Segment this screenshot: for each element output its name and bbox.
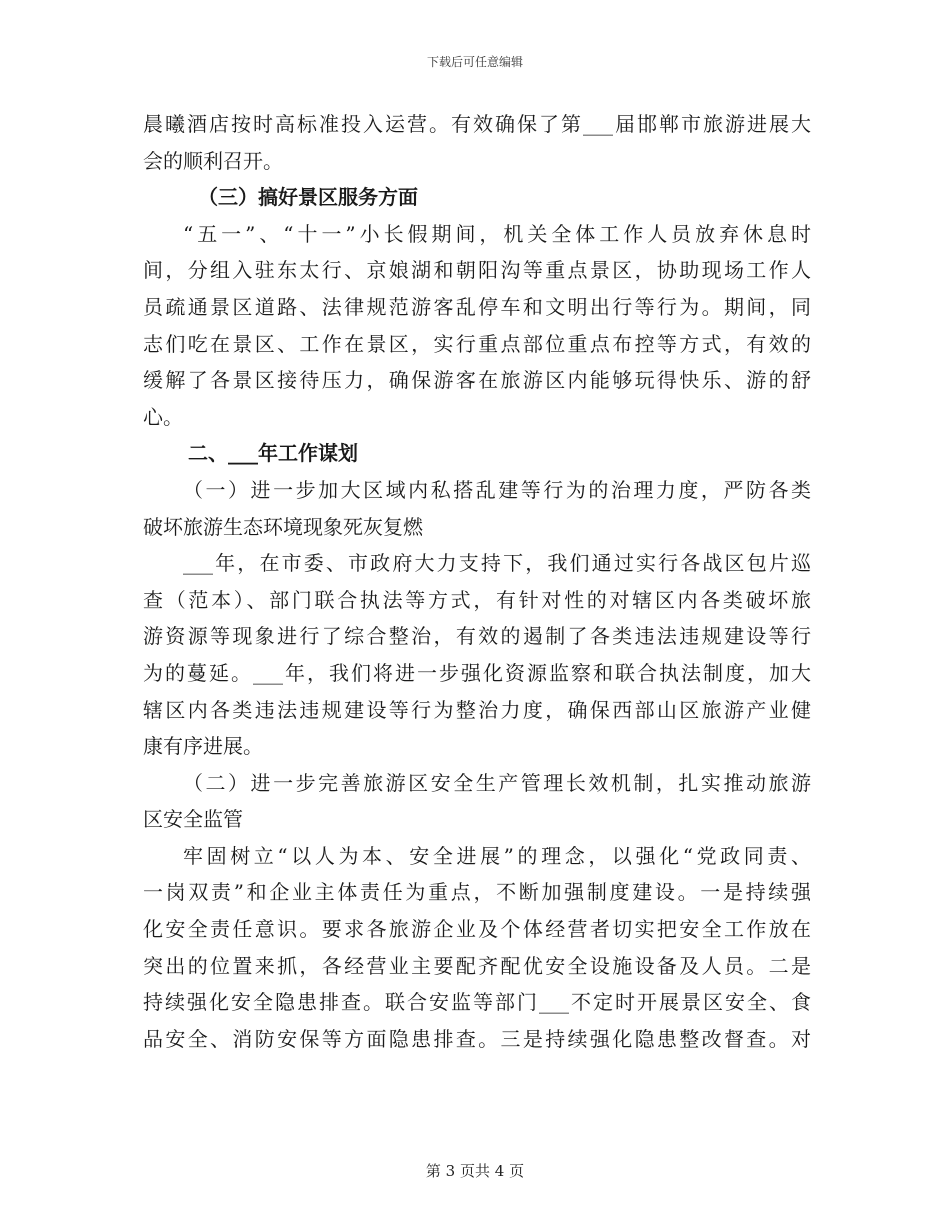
paragraph-line: 会的顺利召开。 bbox=[143, 148, 283, 173]
page-header-note: 下载后可任意编辑 bbox=[426, 55, 523, 69]
paragraph-line: ___年，在市委、市政府大力支持下，我们通过实行各战区包片巡 bbox=[183, 551, 811, 576]
document-body bbox=[143, 106, 811, 1057]
page-number: 第 3 页共 4 页 bbox=[425, 1162, 525, 1180]
section-heading: 二、___年工作谋划 bbox=[188, 441, 358, 466]
paragraph-line: 晨曦酒店按时高标准投入运营。有效确保了第___届邯郸市旅游进展大 bbox=[143, 112, 811, 136]
subsection-heading: （一）进一步加大区域内私搭乱建等行为的治理力度，严防各类 bbox=[183, 477, 811, 502]
paragraph-line: 化安全责任意识。要求各旅游企业及个体经营者切实把安全工作放在 bbox=[143, 917, 811, 942]
subsection-heading: 区安全监管 bbox=[143, 807, 243, 832]
paragraph-line: 持续强化安全隐患排查。联合安监等部门___不定时开展景区安全、食 bbox=[143, 990, 811, 1015]
paragraph-line: 查（范本）、部门联合执法等方式，有针对性的对辖区内各类破坏旅 bbox=[143, 587, 811, 612]
paragraph-line: 志们吃在景区、工作在景区，实行重点部位重点布控等方式，有效的 bbox=[143, 331, 811, 356]
paragraph-line: 辖区内各类违法违规建设等行为整治力度，确保西部山区旅游产业健 bbox=[143, 697, 811, 722]
paragraph-line: 间，分组入驻东太行、京娘湖和朝阳沟等重点景区，协助现场工作人 bbox=[143, 258, 811, 283]
paragraph-line: 康有序进展。 bbox=[143, 734, 263, 759]
paragraph-line: 一岗双责”和企业主体责任为重点，不断加强制度建设。一是持续强 bbox=[143, 880, 811, 905]
paragraph-line: 突出的位置来抓，各经营业主要配齐配优安全设施设备及人员。二是 bbox=[143, 953, 811, 978]
paragraph-line: 缓解了各景区接待压力，确保游客在旅游区内能够玩得快乐、游的舒 bbox=[143, 368, 811, 393]
subsection-heading: （二）进一步完善旅游区安全生产管理长效机制，扎实推动旅游 bbox=[183, 770, 811, 795]
paragraph-line: “五一”、“十一”小长假期间，机关全体工作人员放弃休息时 bbox=[183, 221, 811, 246]
paragraph-line: 牢固树立“以人为本、安全进展”的理念，以强化“党政同责、 bbox=[183, 843, 811, 868]
paragraph-line: 为的蔓延。___年，我们将进一步强化资源监察和联合执法制度，加大 bbox=[143, 660, 811, 685]
section-heading: （三）搞好景区服务方面 bbox=[198, 185, 418, 210]
paragraph-line: 心。 bbox=[143, 404, 183, 429]
paragraph-line: 游资源等现象进行了综合整治，有效的遏制了各类违法违规建设等行 bbox=[143, 624, 811, 649]
paragraph-line: 员疏通景区道路、法律规范游客乱停车和文明出行等行为。期间，同 bbox=[143, 294, 811, 319]
paragraph-line: 品安全、消防安保等方面隐患排查。三是持续强化隐患整改督查。对 bbox=[143, 1026, 811, 1051]
subsection-heading: 破坏旅游生态环境现象死灰复燃 bbox=[143, 514, 423, 539]
